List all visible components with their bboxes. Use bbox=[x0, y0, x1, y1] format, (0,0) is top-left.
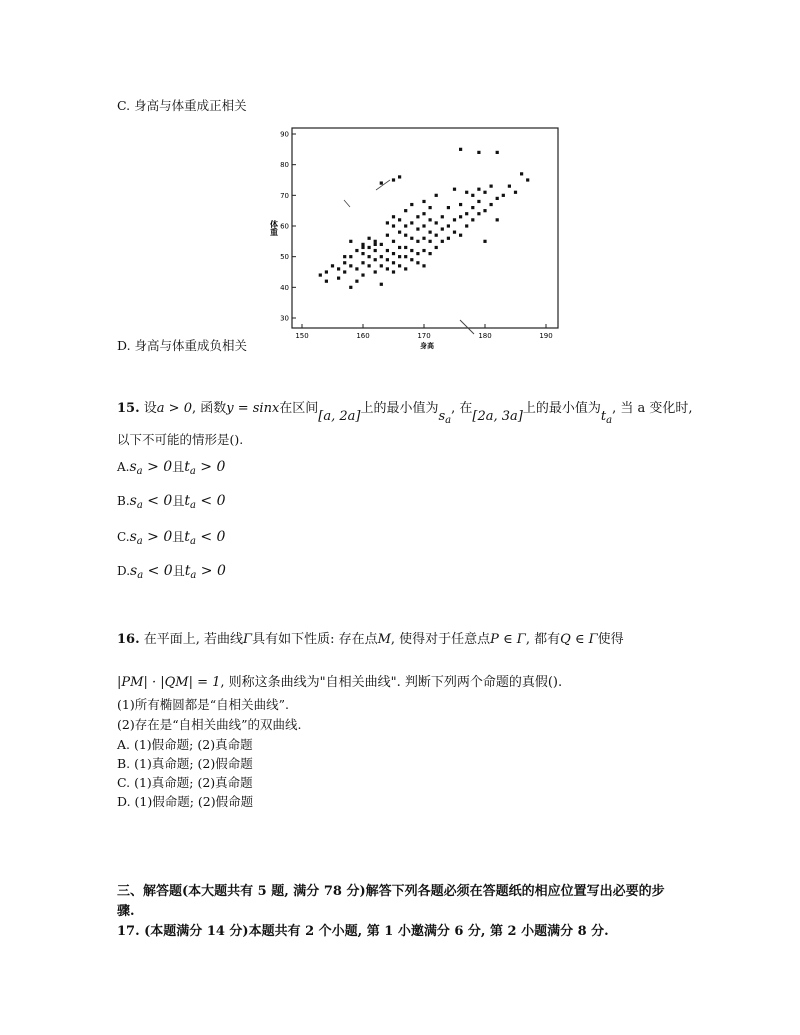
y-tick-label: 70 bbox=[280, 191, 289, 200]
data-point bbox=[349, 255, 352, 258]
data-point bbox=[496, 151, 499, 154]
data-point bbox=[325, 270, 328, 273]
data-point bbox=[422, 200, 425, 203]
data-point bbox=[386, 258, 389, 261]
data-point bbox=[410, 258, 413, 261]
data-point bbox=[325, 280, 328, 283]
data-point bbox=[331, 264, 334, 267]
data-point bbox=[368, 246, 371, 249]
data-point bbox=[343, 270, 346, 273]
data-point bbox=[422, 237, 425, 240]
data-point bbox=[343, 261, 346, 264]
data-point bbox=[404, 234, 407, 237]
data-point bbox=[429, 252, 432, 255]
data-point bbox=[398, 255, 401, 258]
data-point bbox=[404, 246, 407, 249]
q14-option-c: C. 身高与体重成正相关 bbox=[117, 98, 247, 113]
data-point bbox=[374, 270, 377, 273]
data-point bbox=[429, 218, 432, 221]
data-point bbox=[441, 227, 444, 230]
y-tick-label: 90 bbox=[280, 130, 289, 139]
data-point bbox=[392, 240, 395, 243]
data-point bbox=[514, 191, 517, 194]
data-point bbox=[361, 246, 364, 249]
data-point bbox=[361, 273, 364, 276]
data-point bbox=[459, 203, 462, 206]
data-point bbox=[416, 240, 419, 243]
x-tick-label: 190 bbox=[539, 332, 553, 340]
plot-frame bbox=[292, 128, 558, 328]
data-point bbox=[422, 224, 425, 227]
q16-prop1: (1)所有椭圆都是“自相关曲线”. bbox=[117, 697, 289, 712]
data-point bbox=[465, 191, 468, 194]
data-point bbox=[398, 231, 401, 234]
data-point bbox=[380, 255, 383, 258]
data-point bbox=[398, 218, 401, 221]
q16-stem-line1: 16. 在平面上, 若曲线Γ具有如下性质: 存在点M, 使得对于任意点P ∈ Γ, 都有Q ∈ Γ使得 bbox=[117, 632, 624, 647]
data-point bbox=[392, 224, 395, 227]
data-point bbox=[386, 234, 389, 237]
x-axis bbox=[295, 324, 552, 340]
y-tick-label: 30 bbox=[280, 314, 289, 323]
data-point bbox=[465, 212, 468, 215]
data-point bbox=[459, 215, 462, 218]
data-point bbox=[404, 267, 407, 270]
data-point bbox=[319, 273, 322, 276]
data-point bbox=[398, 264, 401, 267]
data-point bbox=[477, 212, 480, 215]
data-point bbox=[422, 264, 425, 267]
data-point bbox=[508, 185, 511, 188]
y-axis bbox=[280, 131, 296, 323]
q15-option-c: $C.s_a > 0$且$t_a < 0$ bbox=[117, 529, 226, 547]
data-point bbox=[374, 243, 377, 246]
data-point bbox=[386, 267, 389, 270]
data-point bbox=[410, 203, 413, 206]
data-point bbox=[380, 243, 383, 246]
data-point bbox=[429, 206, 432, 209]
q15-stem-line2: 以下不可能的情形是(). bbox=[117, 432, 244, 447]
x-axis-label: 身高 bbox=[420, 342, 434, 350]
x-tick-label: 180 bbox=[478, 332, 492, 340]
data-point bbox=[337, 277, 340, 280]
data-point bbox=[447, 206, 450, 209]
data-point bbox=[416, 215, 419, 218]
q16-stem-line2: |PM| · |QM| = 1, 则称这条曲线为"自相关曲线". 判断下列两个命题的真假(). bbox=[117, 675, 563, 690]
data-point bbox=[477, 200, 480, 203]
data-point bbox=[447, 237, 450, 240]
data-point bbox=[355, 280, 358, 283]
data-point bbox=[349, 240, 352, 243]
data-point bbox=[392, 178, 395, 181]
scan-mark bbox=[460, 320, 474, 334]
data-point bbox=[490, 185, 493, 188]
y-tick-label: 60 bbox=[280, 222, 289, 231]
scan-mark bbox=[344, 200, 350, 207]
data-point bbox=[477, 151, 480, 154]
data-point bbox=[471, 218, 474, 221]
x-tick-label: 150 bbox=[295, 332, 309, 340]
data-point bbox=[465, 224, 468, 227]
data-point bbox=[398, 175, 401, 178]
data-point bbox=[435, 194, 438, 197]
data-point bbox=[361, 261, 364, 264]
data-point bbox=[471, 194, 474, 197]
q16-option-b: B. (1)真命题; (2)假命题 bbox=[117, 756, 253, 771]
data-point bbox=[410, 221, 413, 224]
section3-heading-cont: 骤. bbox=[117, 904, 135, 919]
data-point bbox=[416, 227, 419, 230]
q16-prop2: (2)存在是“自相关曲线”的双曲线. bbox=[117, 717, 302, 732]
data-point bbox=[337, 267, 340, 270]
data-point bbox=[429, 231, 432, 234]
data-point bbox=[404, 255, 407, 258]
y-axis-label: 体重 bbox=[269, 220, 279, 236]
q15-option-d: $D.s_a < 0$且$t_a > 0$ bbox=[117, 563, 226, 581]
data-point bbox=[374, 240, 377, 243]
data-point bbox=[349, 264, 352, 267]
data-points bbox=[319, 148, 530, 289]
data-point bbox=[422, 212, 425, 215]
data-point bbox=[374, 258, 377, 261]
data-point bbox=[490, 203, 493, 206]
data-point bbox=[471, 206, 474, 209]
data-point bbox=[386, 221, 389, 224]
data-point bbox=[404, 209, 407, 212]
data-point bbox=[416, 261, 419, 264]
data-point bbox=[483, 209, 486, 212]
data-point bbox=[392, 261, 395, 264]
y-tick-label: 40 bbox=[280, 283, 289, 292]
x-tick-label: 170 bbox=[417, 332, 431, 340]
data-point bbox=[416, 252, 419, 255]
q15-option-b: $B.s_a < 0$且$t_a < 0$ bbox=[117, 493, 226, 511]
data-point bbox=[398, 246, 401, 249]
data-point bbox=[477, 188, 480, 191]
data-point bbox=[447, 224, 450, 227]
section3-heading: 三、解答题(本大题共有 5 题, 满分 78 分)解答下列各题必须在答题纸的相应位置写出必要的步 bbox=[117, 884, 665, 899]
scatter-plot bbox=[268, 120, 568, 350]
q16-option-a: A. (1)假命题; (2)真命题 bbox=[117, 737, 253, 752]
data-point bbox=[404, 224, 407, 227]
data-point bbox=[355, 249, 358, 252]
data-point bbox=[496, 218, 499, 221]
data-point bbox=[483, 191, 486, 194]
data-point bbox=[386, 249, 389, 252]
data-point bbox=[453, 188, 456, 191]
y-tick-label: 80 bbox=[280, 161, 289, 170]
q14-option-d: D. 身高与体重成负相关 bbox=[117, 338, 248, 353]
data-point bbox=[441, 215, 444, 218]
data-point bbox=[435, 234, 438, 237]
data-point bbox=[453, 218, 456, 221]
data-point bbox=[429, 240, 432, 243]
data-point bbox=[410, 237, 413, 240]
data-point bbox=[392, 270, 395, 273]
data-point bbox=[422, 249, 425, 252]
q17-stem: 17. (本题满分 14 分)本题共有 2 个小题, 第 1 小邀满分 6 分, 第 2 小题满分 8 分. bbox=[117, 924, 609, 939]
q15-number: 15. bbox=[117, 401, 140, 416]
q16-option-d: D. (1)假命题; (2)假命题 bbox=[117, 794, 254, 809]
data-point bbox=[392, 252, 395, 255]
data-point bbox=[496, 197, 499, 200]
data-point bbox=[368, 255, 371, 258]
data-point bbox=[361, 252, 364, 255]
data-point bbox=[483, 240, 486, 243]
data-point bbox=[520, 172, 523, 175]
data-point bbox=[368, 264, 371, 267]
data-point bbox=[459, 148, 462, 151]
q15-stem-line1: 15. 设a > 0, 函数y = sinx在区间[a, 2a]上的最小值为$s_a$, 在[2a, 3a]上的最小值为$t_a$, 当 a 变化时, bbox=[117, 401, 693, 426]
data-point bbox=[410, 249, 413, 252]
q15-option-a: $A.s_a > 0$且$t_a > 0$ bbox=[117, 459, 226, 477]
data-point bbox=[380, 264, 383, 267]
data-point bbox=[453, 231, 456, 234]
data-point bbox=[343, 255, 346, 258]
data-point bbox=[355, 267, 358, 270]
data-point bbox=[435, 221, 438, 224]
data-point bbox=[368, 237, 371, 240]
data-point bbox=[459, 234, 462, 237]
data-point bbox=[502, 194, 505, 197]
data-point bbox=[392, 215, 395, 218]
data-point bbox=[361, 243, 364, 246]
y-tick-label: 50 bbox=[280, 253, 289, 262]
data-point bbox=[349, 286, 352, 289]
q16-option-c: C. (1)真命题; (2)真命题 bbox=[117, 775, 253, 790]
data-point bbox=[435, 246, 438, 249]
data-point bbox=[380, 181, 383, 184]
data-point bbox=[374, 249, 377, 252]
data-point bbox=[526, 178, 529, 181]
scan-mark bbox=[376, 180, 390, 190]
x-tick-label: 160 bbox=[356, 332, 370, 340]
data-point bbox=[441, 240, 444, 243]
data-point bbox=[380, 283, 383, 286]
